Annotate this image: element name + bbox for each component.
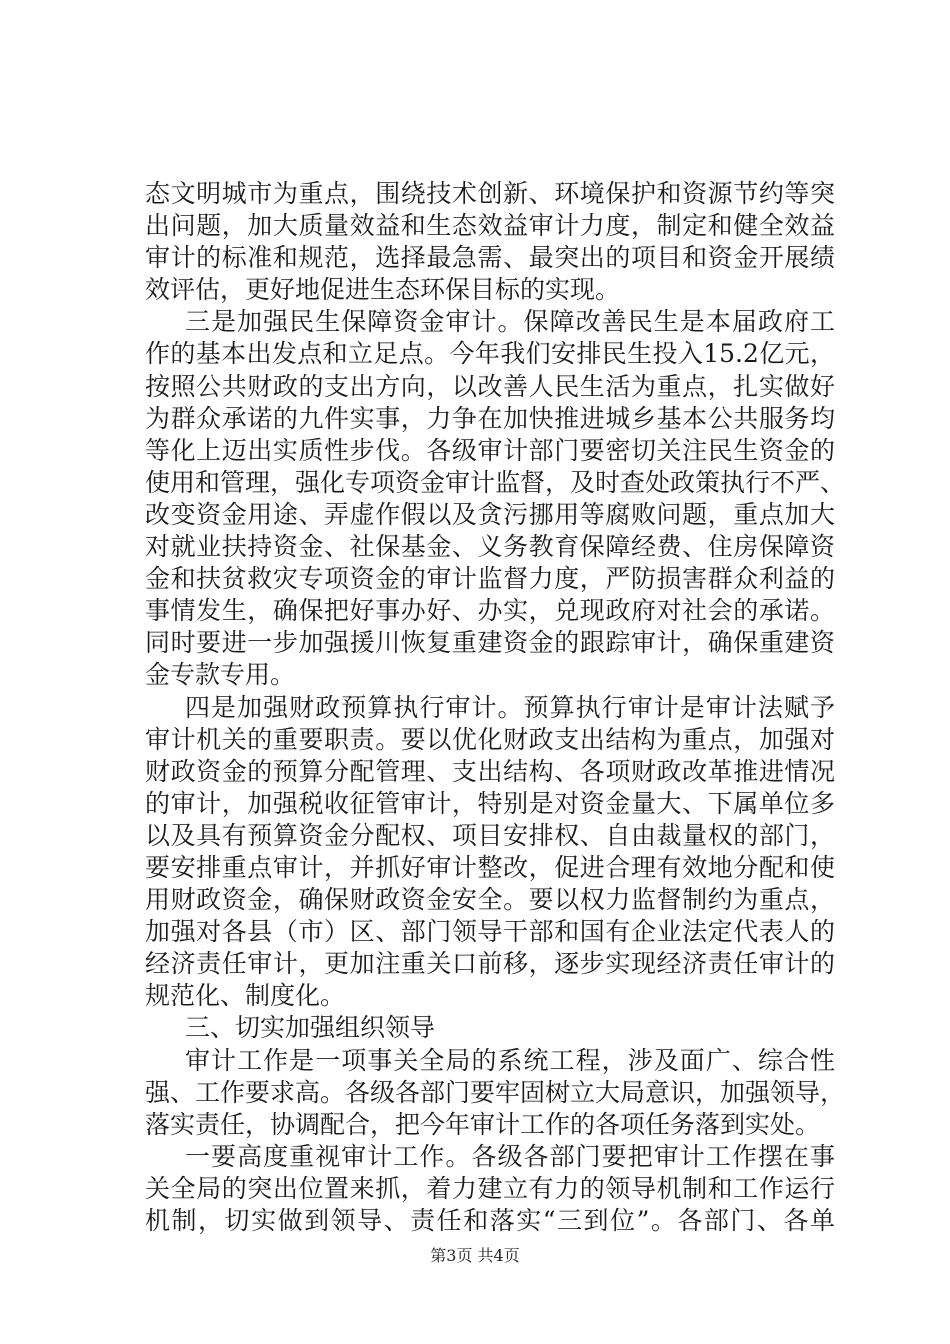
text-line: 态文明城市为重点，围绕技术创新、环境保护和资源节约等突 (145, 179, 835, 208)
text-line: 等化上迈出实质性步伐。各级审计部门要密切关注民生资金的 (145, 435, 835, 465)
text-line: 使用和管理，强化专项资金审计监督，及时查处政策执行不严、 (145, 467, 846, 497)
text-line: 三是加强民生保障资金审计。保障改善民生是本届政府工 (185, 307, 835, 337)
text-line: 按照公共财政的支出方向，以改善人民生活为重点，扎实做好 (145, 371, 835, 401)
text-line: 改变资金用途、弄虚作假以及贪污挪用等腐败问题，重点加大 (145, 499, 835, 529)
text-line: 作的基本出发点和立足点。今年我们安排民生投入15.2亿元， (145, 339, 835, 369)
text-line: 强、工作要求高。各级各部门要牢固树立大局意识，加强领导， (145, 1077, 846, 1107)
text-line: 用财政资金，确保财政资金安全。要以权力监督制约为重点， (145, 885, 835, 915)
text-line: 审计工作是一项事关全局的系统工程，涉及面广、综合性 (185, 1045, 835, 1075)
text-line: 金和扶贫救灾专项资金的审计监督力度，严防损害群众利益的 (145, 564, 835, 594)
body-text (145, 178, 846, 1237)
text-line: 审计的标准和规范，选择最急需、最突出的项目和资金开展绩 (145, 243, 835, 273)
text-line: 为群众承诺的九件实事，力争在加快推进城乡基本公共服务均 (145, 403, 835, 433)
text-line: 审计机关的重要职责。要以优化财政支出结构为重点，加强对 (145, 724, 835, 754)
page-footer: 第3页 共4页 (430, 1246, 520, 1265)
text-line: 机制，切实做到领导、责任和落实“三到位”。各部门、各单 (145, 1206, 835, 1235)
text-line: 以及具有预算资金分配权、项目安排权、自由裁量权的部门， (145, 820, 835, 850)
text-line: 对就业扶持资金、社保基金、义务教育保障经费、住房保障资 (145, 532, 835, 562)
text-line: 一要高度重视审计工作。各级各部门要把审计工作摆在事 (185, 1141, 835, 1171)
text-line: 规范化、制度化。 (145, 981, 346, 1011)
text-line: 事情发生，确保把好事办好、办实，兑现政府对社会的承诺。 (145, 596, 835, 626)
text-line: 三、切实加强组织领导 (185, 1013, 436, 1043)
text-line: 同时要进一步加强援川恢复重建资金的跟踪审计，确保重建资 (145, 628, 835, 658)
text-line: 财政资金的预算分配管理、支出结构、各项财政改革推进情况 (145, 756, 835, 786)
text-line: 经济责任审计，更加注重关口前移，逐步实现经济责任审计的 (145, 949, 835, 979)
text-line: 关全局的突出位置来抓，着力建立有力的领导机制和工作运行 (145, 1173, 835, 1203)
text-line: 效评估，更好地促进生态环保目标的实现。 (145, 275, 621, 305)
text-line: 出问题，加大质量效益和生态效益审计力度，制定和健全效益 (145, 211, 835, 241)
text-line: 四是加强财政预算执行审计。预算执行审计是审计法赋予 (185, 692, 835, 722)
text-line: 金专款专用。 (145, 660, 296, 690)
text-line: 的审计，加强税收征管审计，特别是对资金量大、下属单位多 (145, 788, 835, 818)
text-line: 要安排重点审计，并抓好审计整改，促进合理有效地分配和使 (145, 852, 835, 882)
text-line: 落实责任，协调配合，把今年审计工作的各项任务落到实处。 (145, 1109, 821, 1139)
text-line: 加强对各县（市）区、部门领导干部和国有企业法定代表人的 (145, 917, 835, 947)
